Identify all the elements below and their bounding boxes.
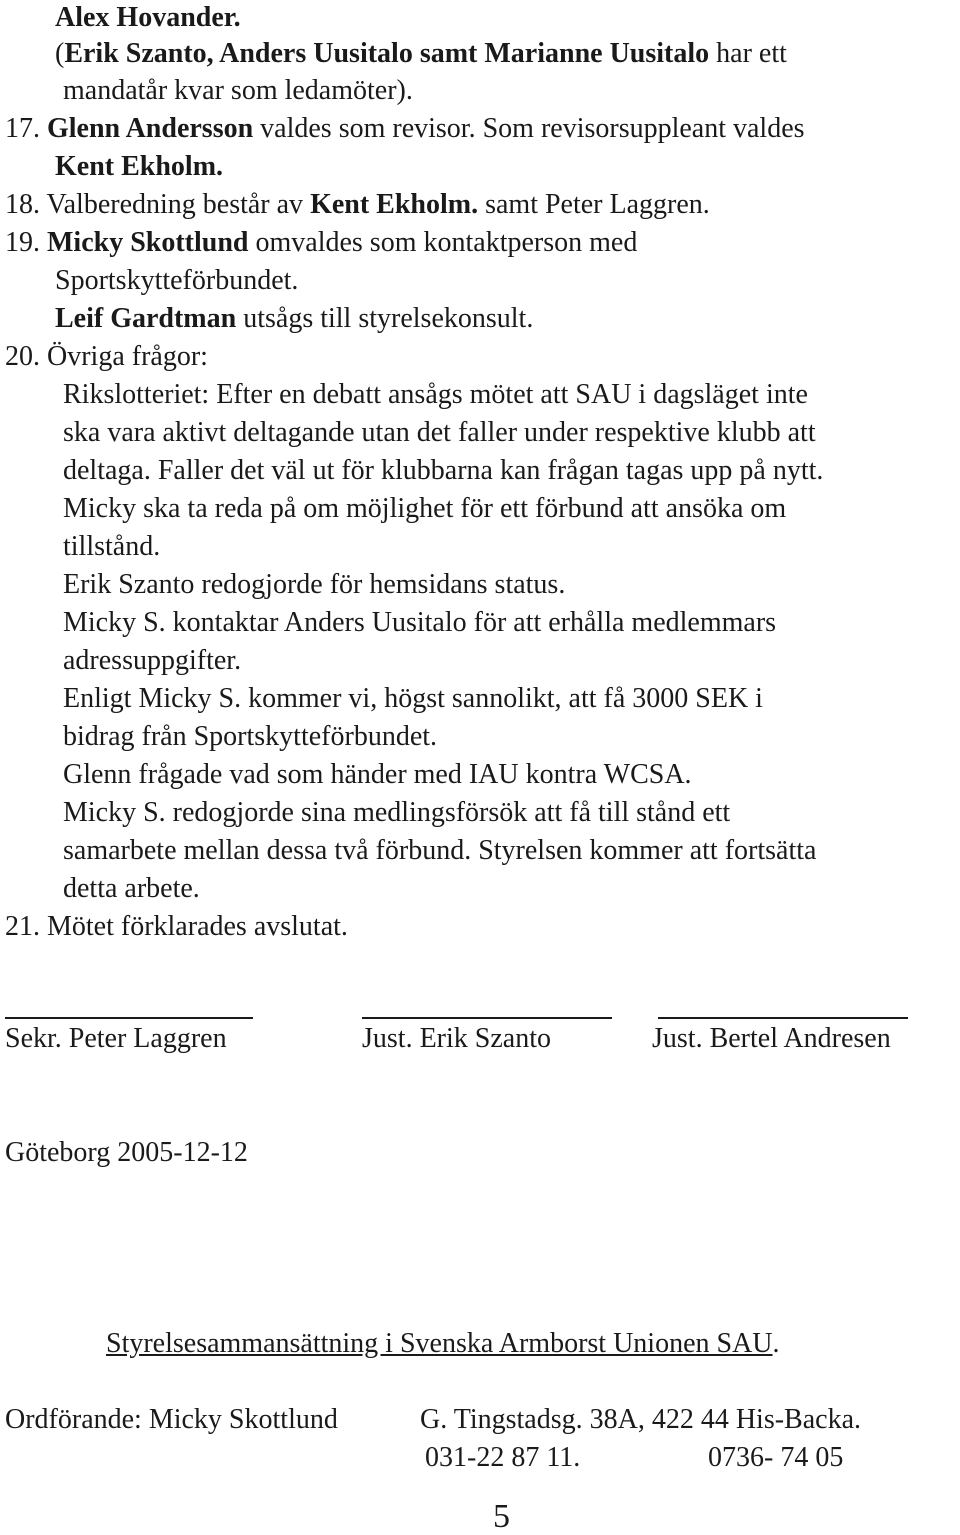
chair-phone-2: 0736- 74 05 [708, 1442, 844, 1473]
name-bold: Glenn Andersson [47, 113, 254, 144]
text-line: Micky S. redogjorde sina medlingsförsök att få till stånd ett [63, 797, 731, 828]
chair-address: G. Tingstadsg. 38A, 422 44 His-Backa. [420, 1404, 862, 1435]
text-line: Enligt Micky S. kommer vi, högst sannolikt, att få 3000 SEK i [63, 683, 763, 714]
text-line: Glenn frågade vad som händer med IAU kontra WCSA. [63, 759, 692, 790]
text-line: mandatår kvar som ledamöter). [63, 75, 413, 106]
place-date: Göteborg 2005-12-12 [5, 1137, 248, 1168]
chair-label: Ordförande: Micky Skottlund [5, 1404, 338, 1435]
item-17: 17. Glenn Andersson valdes som revisor. Som revisorsuppleant valdes [5, 113, 805, 144]
signature-sekr: Sekr. Peter Laggren [5, 1023, 227, 1054]
names-bold: Erik Szanto, Anders Uusitalo samt Marianne Uusitalo [64, 38, 710, 69]
page-number: 5 [493, 1498, 510, 1535]
text-line: Rikslotteriet: Efter en debatt ansågs mötet att SAU i dagsläget inte [63, 379, 808, 410]
text-line: ska vara aktivt deltagande utan det faller under respektive klubb att [63, 417, 816, 448]
signature-line-just1 [362, 1017, 612, 1019]
name-bold: Kent Ekholm. [310, 189, 479, 220]
chair-phone-1: 031-22 87 11. [425, 1442, 581, 1473]
text-line: Erik Szanto redogjorde för hemsidans status. [63, 569, 566, 600]
signature-line-sekr [5, 1017, 253, 1019]
text-line: Leif Gardtman utsågs till styrelsekonsult. [55, 303, 534, 334]
text-line: Kent Ekholm. [55, 151, 224, 182]
item-19: 19. Micky Skottlund omvaldes som kontaktperson med [5, 227, 638, 258]
text-line: Sportskytteförbundet. [55, 265, 299, 296]
item-18: 18. Valberedning består av Kent Ekholm. samt Peter Laggren. [5, 189, 710, 220]
item-21: 21. Mötet förklarades avslutat. [5, 911, 348, 942]
text-line: adressuppgifter. [63, 645, 242, 676]
name-bold: Micky Skottlund [47, 227, 249, 258]
text-line: detta arbete. [63, 873, 200, 904]
text-line: Micky ska ta reda på om möjlighet för ett förbund att ansöka om [63, 493, 787, 524]
board-heading: Styrelsesammansättning i Svenska Armborst Unionen SAU. [106, 1328, 780, 1359]
signature-just1: Just. Erik Szanto [362, 1023, 551, 1054]
text-line: tillstånd. [63, 531, 161, 562]
name-bold: Alex Hovander. [55, 2, 241, 33]
text-line: deltaga. Faller det väl ut för klubbarna kan frågan tagas upp på nytt. [63, 455, 824, 486]
text-line: (Erik Szanto, Anders Uusitalo samt Marianne Uusitalo har ett [55, 38, 787, 69]
text-line: bidrag från Sportskytteförbundet. [63, 721, 438, 752]
signature-just2: Just. Bertel Andresen [652, 1023, 891, 1054]
text-line: Micky S. kontaktar Anders Uusitalo för att erhålla medlemmars [63, 607, 777, 638]
signature-line-just2 [658, 1017, 908, 1019]
text-line [55, 4, 241, 32]
name-bold: Leif Gardtman [55, 303, 237, 334]
text-line: samarbete mellan dessa två förbund. Styrelsen kommer att fortsätta [63, 835, 817, 866]
item-20-heading: 20. Övriga frågor: [5, 341, 208, 372]
